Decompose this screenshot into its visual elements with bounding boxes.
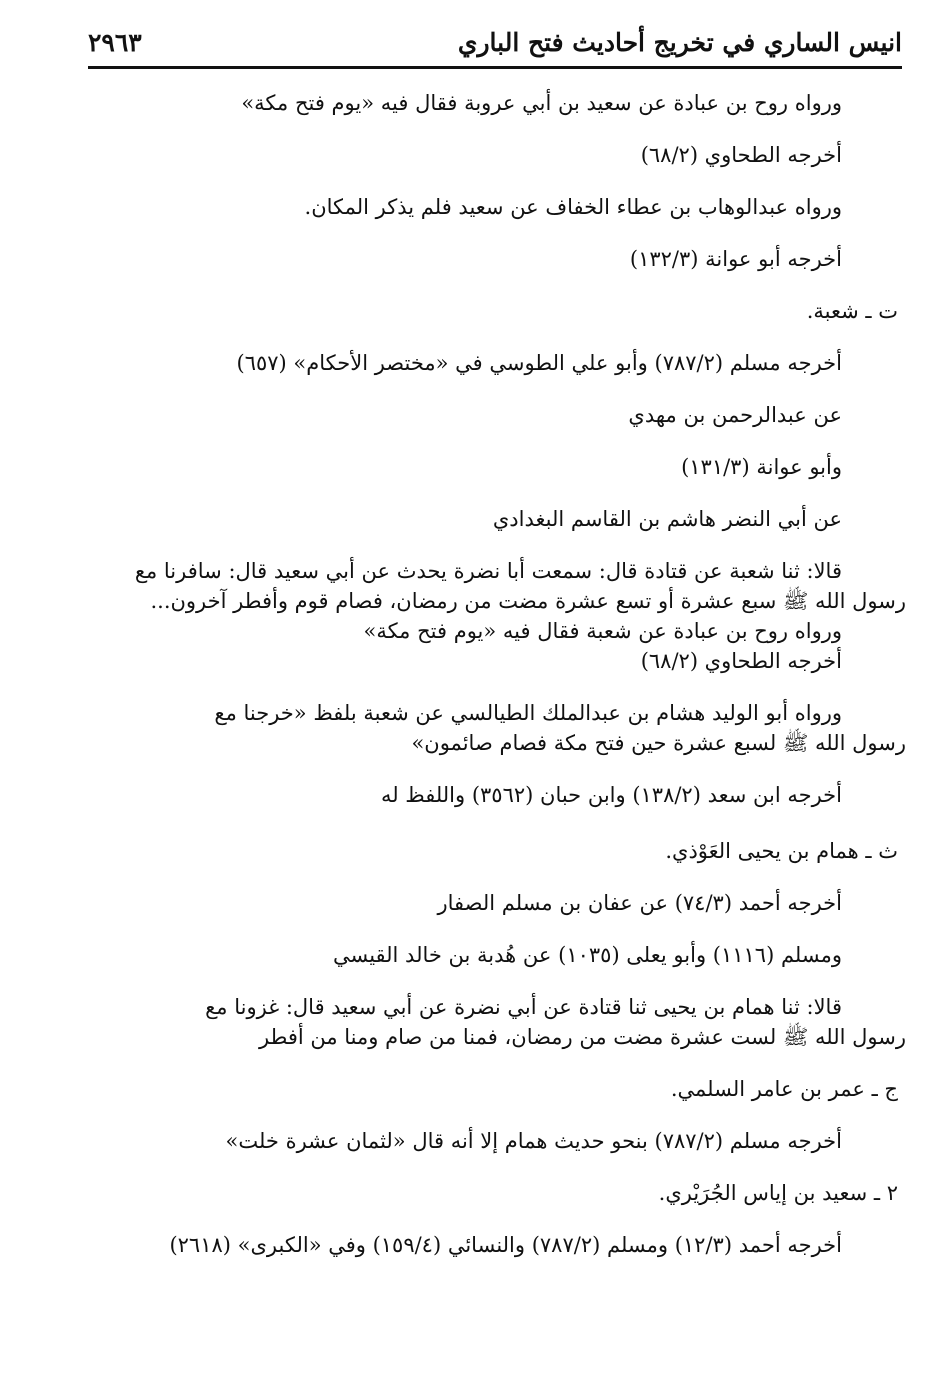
text-line: عن عبدالرحمن بن مهدي (628, 403, 842, 427)
text-line: أخرجه مسلم (٧٨٧/٢) بنحو حديث همام إلا أنه قال «لثمان عشرة خلت» (225, 1129, 842, 1153)
text-line: وأبو عوانة (١٣١/٣) (681, 455, 842, 479)
text-line: ورواه روح بن عبادة عن شعبة فقال فيه «يوم فتح مكة» (363, 619, 842, 643)
section-heading: ت ـ شعبة. (806, 299, 898, 323)
text-line: ومسلم (١١١٦) وأبو يعلى (١٠٣٥) عن هُدبة بن خالد القيسي (332, 943, 842, 967)
text-line: أخرجه الطحاوي (٦٨/٢) (640, 649, 842, 673)
text-line: أخرجه مسلم (٧٨٧/٢) وأبو علي الطوسي في «مختصر الأحكام» (٦٥٧) (236, 351, 842, 375)
text-line: أخرجه ابن سعد (١٣٨/٢) وابن حبان (٣٥٦٢) واللفظ له (380, 783, 842, 807)
page-number: ٢٩٦٣ (88, 28, 142, 57)
text-line: أخرجه أحمد (١٢/٣) ومسلم (٧٨٧/٢) والنسائي (١٥٩/٤) وفي «الكبرى» (٢٦١٨) (169, 1233, 842, 1257)
text-line: قالا: ثنا شعبة عن قتادة قال: سمعت أبا نضرة يحدث عن أبي سعيد قال: سافرنا مع (134, 559, 842, 583)
text-line: أخرجه أبو عوانة (١٣٢/٣) (629, 247, 842, 271)
page-body (96, 88, 906, 1260)
text-line: ورواه أبو الوليد هشام بن عبدالملك الطيالسي عن شعبة بلفظ «خرجنا مع (214, 701, 842, 725)
text-line: ورواه روح بن عبادة عن سعيد بن أبي عروبة فقال فيه «يوم فتح مكة» (241, 91, 842, 115)
text-line: أخرجه الطحاوي (٦٨/٢) (640, 143, 842, 167)
section-heading: ج ـ عمر بن عامر السلمي. (670, 1077, 898, 1101)
text-line: قالا: ثنا همام بن يحيى ثنا قتادة عن أبي نضرة عن أبي سعيد قال: غزونا مع (205, 995, 842, 1019)
book-title: انيس الساري في تخريج أحاديث فتح الباري (457, 28, 902, 57)
running-header (88, 26, 902, 69)
section-heading: ث ـ همام بن يحيى العَوْذي. (665, 839, 898, 863)
text-line: عن أبي النضر هاشم بن القاسم البغدادي (492, 507, 842, 531)
text-line: ورواه عبدالوهاب بن عطاء الخفاف عن سعيد فلم يذكر المكان. (304, 195, 842, 219)
text-line: أخرجه أحمد (٧٤/٣) عن عفان بن مسلم الصفار (437, 891, 842, 915)
text-line: رسول الله ﷺ لسبع عشرة حين فتح مكة فصام صائمون» (411, 731, 906, 755)
text-line: رسول الله ﷺ لست عشرة مضت من رمضان، فمنا من صام ومنا من أفطر (259, 1025, 906, 1049)
section-heading: ٢ ـ سعيد بن إياس الجُرَيْري. (658, 1181, 898, 1205)
text-line: رسول الله ﷺ سبع عشرة أو تسع عشرة مضت من رمضان، فصام قوم وأفطر آخرون... (150, 589, 906, 613)
